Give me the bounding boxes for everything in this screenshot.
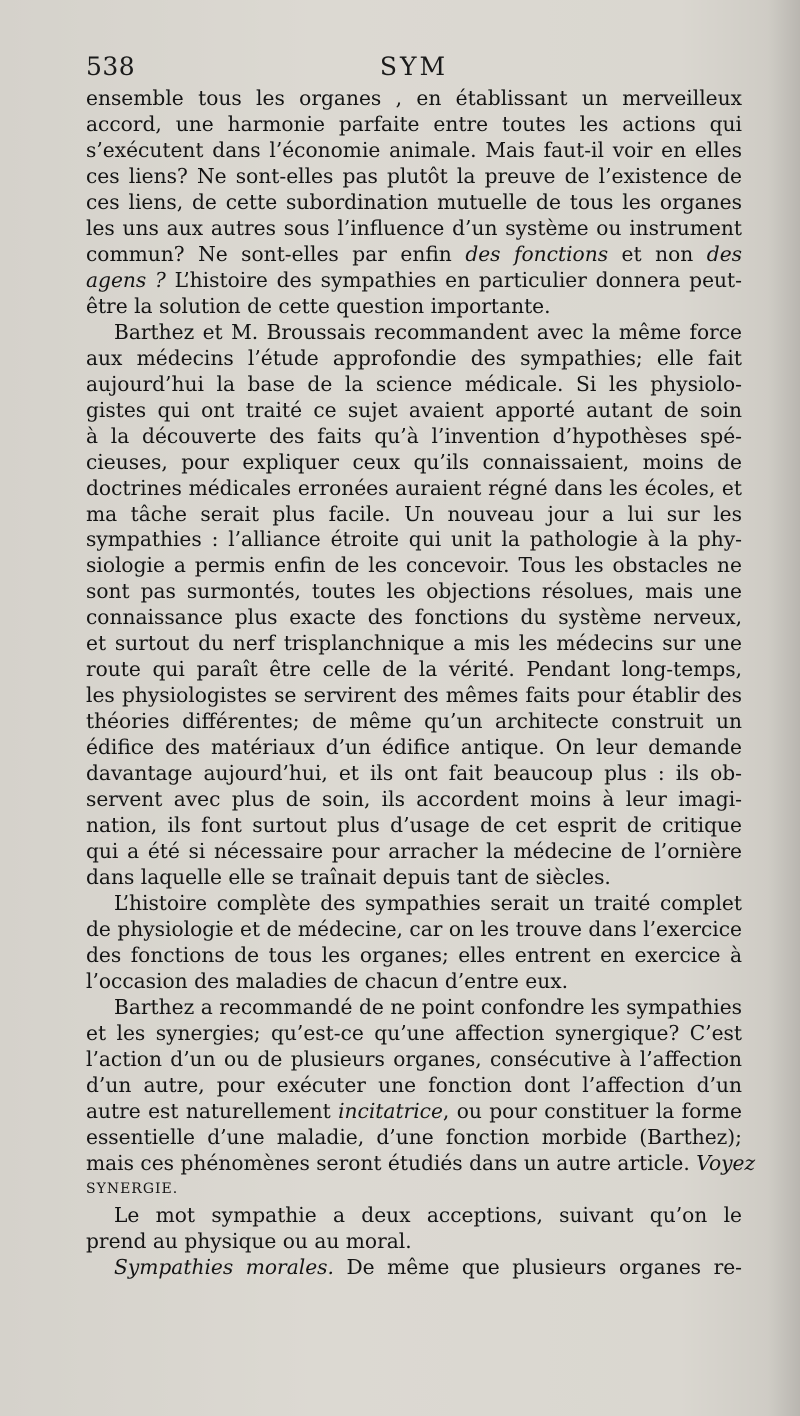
text-line: aujourd’hui la base de la science médicale. Si les physiolo-: [86, 371, 742, 396]
page-number: 538: [86, 52, 136, 81]
text-line: SYNERGIE.: [86, 1180, 179, 1197]
italic-run: incitatrice: [338, 1098, 443, 1123]
text-line: les physiologistes se servirent des mêmes faits pour établir des: [86, 683, 742, 708]
text-line: davantage aujourd’hui, et ils ont fait beaucoup plus : ils ob-: [86, 761, 742, 786]
text-line: autre est naturellement incitatrice, ou pour constituer la forme: [86, 1098, 742, 1123]
text-line: nation, ils font surtout plus d’usage de cet esprit de critique: [86, 813, 742, 838]
italic-run: des: [706, 241, 742, 266]
italic-run: Sympathies morales.: [114, 1254, 334, 1279]
text-line: cieuses, pour expliquer ceux qu’ils connaissaient, moins de: [86, 449, 742, 474]
italic-run: Voyez: [696, 1150, 756, 1175]
text-line: route qui paraît être celle de la vérité. Pendant long-temps,: [86, 657, 742, 682]
text-line: s’exécutent dans l’économie animale. Mais faut-il voir en elles: [86, 137, 742, 162]
running-head: SYM: [379, 52, 449, 81]
text-line: L’histoire complète des sympathies serait un traité complet: [114, 891, 742, 916]
text-line: Le mot sympathie a deux acceptions, suivant qu’on le: [114, 1202, 742, 1227]
text-line: de physiologie et de médecine, car on les trouve dans l’exercice: [86, 917, 742, 941]
text-line: ensemble tous les organes , en établissant un merveilleux: [86, 86, 742, 110]
text-line: ces liens? Ne sont-elles pas plutôt la preuve de l’existence de: [86, 163, 742, 188]
text-line: gistes qui ont traité ce sujet avaient apporté autant de soin: [86, 397, 742, 422]
text-line: des fonctions de tous les organes; elles entrent en exercice à: [86, 942, 742, 967]
text-line: qui a été si nécessaire pour arracher la médecine de l’ornière: [86, 839, 742, 864]
italic-run: agens ?: [86, 267, 166, 292]
text-line: agens ? L’histoire des sympathies en particulier donnera peut-: [86, 267, 742, 292]
text-line: ces liens, de cette subordination mutuelle de tous les organes: [86, 189, 742, 214]
text-line: ma tâche serait plus facile. Un nouveau jour a lui sur les: [86, 501, 742, 526]
text-line: l’action d’un ou de plusieurs organes, consécutive à l’affection: [86, 1046, 742, 1071]
text-line: et les synergies; qu’est-ce qu’une affection synergique? C’est: [86, 1020, 742, 1045]
text-line: les uns aux autres sous l’influence d’un système ou instrument: [86, 215, 742, 240]
text-line: théories différentes; de même qu’un architecte construit un: [86, 709, 742, 734]
text-line: à la découverte des faits qu’à l’invention d’hypothèses spé-: [86, 423, 742, 448]
text-line: connaissance plus exacte des fonctions du système nerveux,: [86, 605, 742, 630]
text-line: accord, une harmonie parfaite entre toutes les actions qui: [86, 111, 742, 136]
text-line: commun? Ne sont-elles par enfin des fonctions et non des: [86, 241, 742, 266]
italic-run: des fonctions: [465, 241, 609, 266]
text-line: Barthez a recommandé de ne point confondre les sympathies: [114, 994, 742, 1019]
text-line: d’un autre, pour exécuter une fonction dont l’affection d’un: [86, 1072, 742, 1097]
text-line: prend au physique ou au moral.: [86, 1228, 412, 1253]
text-line: doctrines médicales erronées auraient régné dans les écoles, et: [86, 475, 742, 500]
text-line: aux médecins l’étude approfondie des sympathies; elle fait: [86, 345, 742, 370]
text-line: Barthez et M. Broussais recommandent avec la même force: [114, 319, 742, 344]
page-header: [86, 52, 742, 86]
text-line: sympathies : l’alliance étroite qui unit la pathologie à la phy-: [86, 527, 742, 552]
text-line: servent avec plus de soin, ils accordent moins à leur imagi-: [86, 787, 742, 812]
text-line: l’occasion des maladies de chacun d’entre eux.: [86, 968, 569, 993]
text-line: essentielle d’une maladie, d’une fonction morbide (Barthez);: [86, 1124, 742, 1149]
text-line: être la solution de cette question importante.: [86, 293, 551, 318]
text-line: siologie a permis enfin de les concevoir. Tous les obstacles ne: [86, 553, 742, 578]
text-line: sont pas surmontés, toutes les objections résolues, mais une: [86, 579, 742, 604]
text-line: dans laquelle elle se traînait depuis tant de siècles.: [86, 865, 611, 890]
body-text: [86, 86, 756, 1281]
text-line: Sympathies morales. De même que plusieurs organes re-: [114, 1254, 742, 1279]
text-line: édifice des matériaux d’un édifice antique. On leur demande: [86, 735, 742, 760]
text-line: mais ces phénomènes seront étudiés dans un autre article. Voyez: [86, 1150, 756, 1175]
text-line: et surtout du nerf trisplanchnique a mis les médecins sur une: [86, 631, 742, 656]
